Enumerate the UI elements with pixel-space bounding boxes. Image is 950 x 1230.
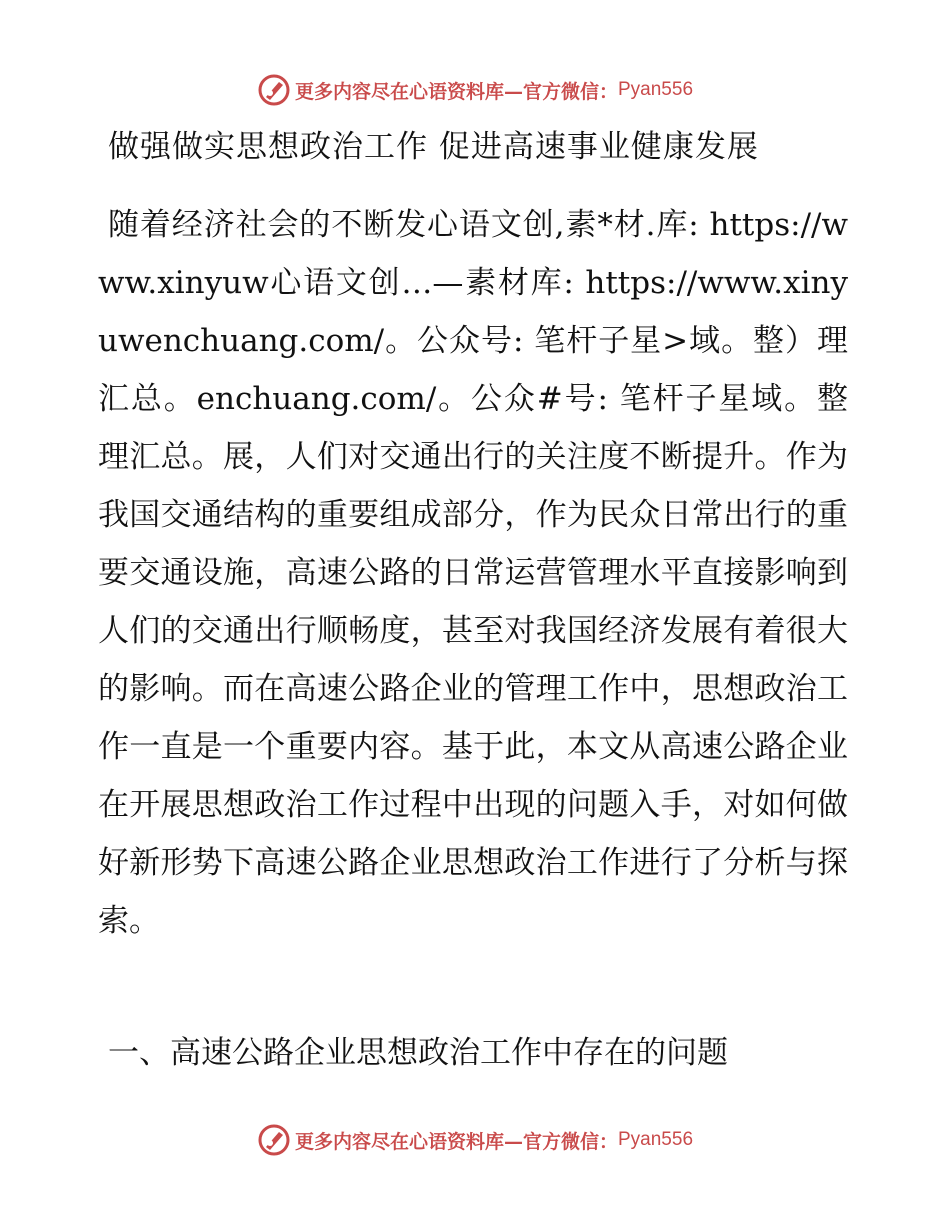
banner-text: 更多内容尽在心语资料库—官方微信： — [294, 80, 618, 103]
header-banner — [0, 70, 950, 110]
banner-text: 更多内容尽在心语资料库—官方微信： — [294, 1130, 618, 1153]
logo-icon — [257, 1123, 291, 1157]
footer-banner — [0, 1120, 950, 1160]
banner-contact: Pyan556 — [618, 1129, 694, 1150]
document-title: 做强做实思想政治工作 促进高速事业健康发展 — [108, 129, 759, 165]
banner-contact: Pyan556 — [618, 79, 694, 100]
body-paragraph: 随着经济社会的不断发心语文创,素*材.库: https://www.xinyuw心语文创…—素材库: https://www.xinyuwenchuang.com/。公众号: 笔杆子星>域。整）理汇总。enchuang.com/。公众#号: 笔杆子星域。整理汇总。展，人们对交通出行的关注度不断提升。作为我国交通结构的重要组成部分，作为民众日常出行的重要交通设施，高速公路的日常运营管理水平直接影响到人们的交通出行顺畅度，甚至对我国经济发展有着很大的影响。而在高速公路企业的管理工作中，思想政治工作一直是一个重要内容。基于此，本文从高速公路企业在开展思想政治工作过程中出现的问题入手，对如何做好新形势下高速公路企业思想政治工作进行了分析与探索。 — [98, 207, 848, 939]
section-heading: 一、高速公路企业思想政治工作中存在的问题 — [108, 1035, 728, 1071]
logo-icon — [257, 73, 291, 107]
